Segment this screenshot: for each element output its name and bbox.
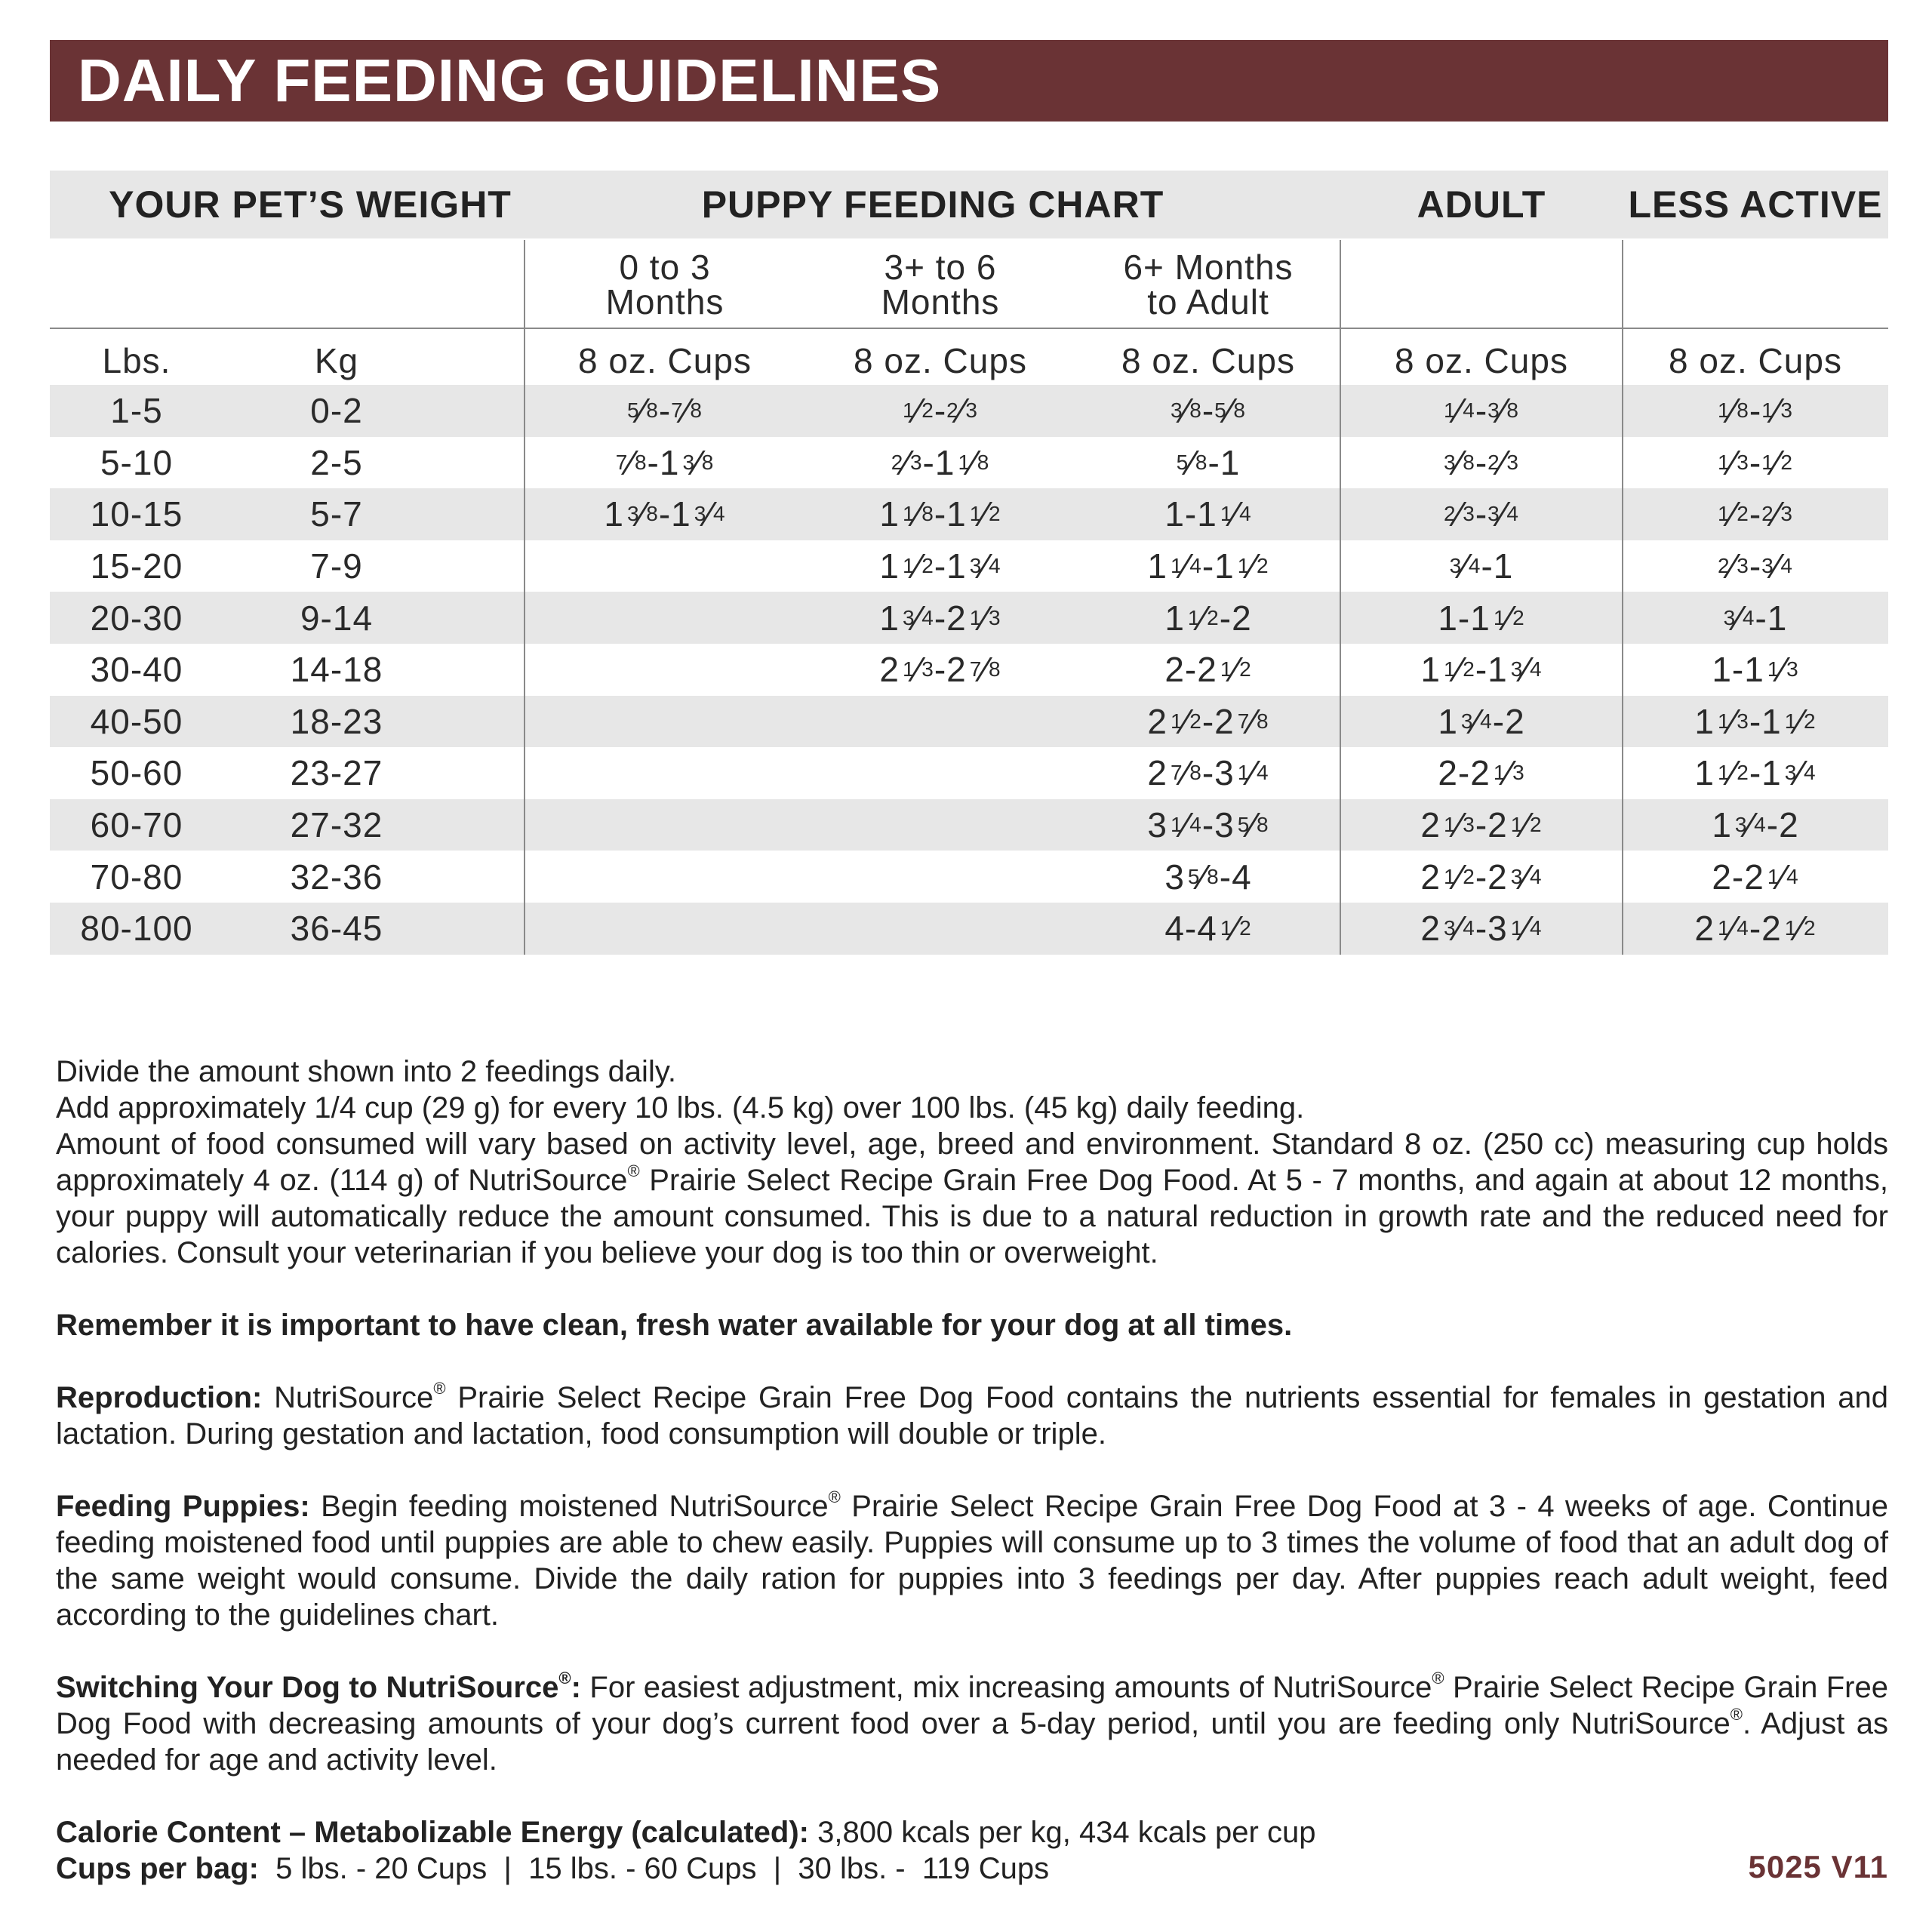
title-banner [50, 40, 1888, 122]
weight-cell: 2 - 5 [310, 442, 363, 482]
weight-cell: 32 - 36 [290, 857, 383, 897]
weight-cell: 40 - 50 [90, 701, 183, 741]
cups-cell: 7 ⁄ 8 - 1 3 ⁄ 8 [615, 442, 715, 482]
cups-cell [525, 540, 804, 592]
water-reminder: Remember it is important to have clean, fresh water available for your dog at all times. [56, 1309, 1293, 1342]
cups-cell [525, 903, 804, 955]
cups-cell: 2 - 2 1 ⁄ 2 [1164, 650, 1252, 690]
note-add: Add approximately 1/4 cup (29 g) for every 10 lbs. (4.5 kg) over 100 lbs. (45 kg) daily feeding. [56, 1091, 1305, 1124]
weight-cell: 10 - 15 [90, 494, 183, 534]
switching-colon: : [571, 1671, 581, 1704]
header-less-active: LESS ACTIVE [1628, 183, 1883, 226]
cups-cell: 5 ⁄ 8 - 1 [1176, 442, 1241, 482]
registered-mark: ® [433, 1379, 446, 1398]
switching-text-3: . Adjust as needed for age and activity level. [56, 1707, 1888, 1777]
cups-cell [525, 799, 804, 851]
cups-cell: 1 1 ⁄ 4 - 1 1 ⁄ 2 [1147, 546, 1269, 586]
cups-cell: 1 - 1 1 ⁄ 3 [1712, 650, 1799, 690]
cups-cell: 2 3 ⁄ 4 - 3 1 ⁄ 4 [1420, 909, 1543, 949]
cups-cell: 1 ⁄ 2 - 2 ⁄ 3 [902, 391, 978, 431]
cups-cell [804, 851, 1076, 903]
weight-cell: 18 - 23 [290, 701, 383, 741]
cups-cell: 4 - 4 1 ⁄ 2 [1164, 909, 1252, 949]
cups-cell: 5 ⁄ 8 - 7 ⁄ 8 [626, 391, 703, 431]
switching-label-text: Switching Your Dog to NutriSource [56, 1671, 559, 1704]
note-calorie [56, 1814, 1888, 1850]
cups-cell: 1 1 ⁄ 2 - 2 [1164, 598, 1252, 638]
cups-cell: 2 1 ⁄ 3 - 2 7 ⁄ 8 [879, 650, 1001, 690]
weight-cell: 23 - 27 [290, 753, 383, 793]
weight-cell: 5 - 7 [310, 494, 363, 534]
cups-cell: 1 3 ⁄ 8 - 1 3 ⁄ 4 [604, 494, 726, 534]
feeding-table [50, 171, 1888, 949]
puppy-stage-label: 0 to 3 Months [605, 248, 724, 321]
switching-label [56, 1671, 581, 1704]
weight-cell: 15 - 20 [90, 546, 183, 586]
switching-text-2: Prairie Select Recipe Grain Free Dog Food with decreasing amounts of your dog’s current food over a 5-day period, until you are feeding only NutriSource [56, 1671, 1888, 1740]
cups-cell: 2 - 2 1 ⁄ 3 [1438, 753, 1525, 793]
cups-cell: 3 ⁄ 8 - 2 ⁄ 3 [1443, 442, 1519, 482]
cups-cell [804, 799, 1076, 851]
weight-cell: 0 - 2 [310, 391, 363, 431]
cups-cell [804, 747, 1076, 799]
unit-label: 8 oz. Cups [578, 341, 752, 380]
weight-cell: 60 - 70 [90, 805, 183, 845]
reproduction-label: Reproduction: [56, 1381, 263, 1414]
puppies-text: Begin feeding moistened NutriSource [309, 1490, 829, 1523]
cups-cell [804, 696, 1076, 748]
weight-cell: 36 - 45 [290, 909, 383, 949]
unit-label: Lbs. [102, 341, 171, 380]
cups-cell [525, 592, 804, 644]
cups-cell: 3 ⁄ 4 - 1 [1723, 598, 1788, 638]
header-adult: ADULT [1417, 183, 1546, 226]
calorie-value: 3,800 kcals per kg, 434 kcals per cup [808, 1816, 1316, 1849]
feeding-notes [56, 1054, 1888, 1887]
note-amount [56, 1126, 1888, 1271]
product-code: 5025 V11 [1748, 1849, 1888, 1884]
unit-label: 8 oz. Cups [1395, 341, 1568, 380]
cups-cell: 1 3 ⁄ 4 - 2 [1712, 805, 1799, 845]
cups-cell: 1 1 ⁄ 2 - 1 3 ⁄ 4 [879, 546, 1001, 586]
cups-cell: 3 5 ⁄ 8 - 4 [1164, 857, 1252, 897]
note-reproduction [56, 1380, 1888, 1452]
weight-cell: 30 - 40 [90, 650, 183, 690]
note-water [56, 1307, 1888, 1343]
weight-cell: 9 - 14 [300, 598, 374, 638]
note-divide: Divide the amount shown into 2 feedings daily. [56, 1055, 676, 1088]
cups-cell: 2 ⁄ 3 - 1 1 ⁄ 8 [891, 442, 990, 482]
puppy-stage-label: 6+ Months to Adult [1123, 248, 1294, 321]
header-weight: YOUR PET’S WEIGHT [109, 183, 512, 226]
weight-cell: 1 - 5 [110, 391, 163, 431]
weight-cell: 80 - 100 [80, 909, 193, 949]
puppies-text-2: Prairie Select Recipe Grain Free Dog Food at 3 - 4 weeks of age. Continue feeding moistened food until puppies are able to chew easily. Puppies will consume up to 3 times the volume of food that an adult dog of the same weight would consume. Divide the daily ration for puppies into 3 feedings per day. After puppies reach adult weight, feed according to the guidelines chart. [56, 1490, 1888, 1632]
cups-cell [525, 747, 804, 799]
cups-cell [525, 644, 804, 696]
cups-value: 5 lbs. - 20 Cups | 15 lbs. - 60 Cups | 30 lbs. - 119 Cups [258, 1852, 1050, 1885]
registered-mark: ® [1432, 1669, 1444, 1687]
cups-cell [804, 903, 1076, 955]
registered-mark: ® [1730, 1705, 1743, 1724]
cups-cell: 1 ⁄ 3 - 1 ⁄ 2 [1717, 442, 1793, 482]
puppy-stage-label: 3+ to 6 Months [881, 248, 1000, 321]
weight-cell: 20 - 30 [90, 598, 183, 638]
cups-cell: 2 1 ⁄ 2 - 2 7 ⁄ 8 [1147, 701, 1269, 741]
page-title: DAILY FEEDING GUIDELINES [78, 47, 942, 114]
weight-cell: 14 - 18 [290, 650, 383, 690]
calorie-label: Calorie Content – Metabolizable Energy (calculated): [56, 1816, 809, 1849]
note-amount-text: Amount of food consumed will vary based on activity level, age, breed and environment. Standard 8 oz. (250 cc) measuring cup holds approximately 4 oz. (114 g) of NutriSource [56, 1128, 1888, 1197]
weight-cell: 50 - 60 [90, 753, 183, 793]
cups-cell: 3 ⁄ 4 - 1 [1449, 546, 1514, 586]
cups-label: Cups per bag: [56, 1852, 259, 1885]
cups-cell: 1 ⁄ 4 - 3 ⁄ 8 [1443, 391, 1519, 431]
cups-cell: 1 - 1 1 ⁄ 2 [1438, 598, 1525, 638]
cups-cell: 2 1 ⁄ 4 - 2 1 ⁄ 2 [1694, 909, 1817, 949]
cups-cell: 3 ⁄ 8 - 5 ⁄ 8 [1170, 391, 1246, 431]
puppies-label: Feeding Puppies: [56, 1490, 310, 1523]
cups-cell [525, 696, 804, 748]
cups-cell: 1 3 ⁄ 4 - 2 [1438, 701, 1525, 741]
cups-cell [525, 851, 804, 903]
note-cups-per-bag [56, 1850, 1888, 1887]
registered-mark: ® [828, 1487, 841, 1506]
reproduction-text-2: Prairie Select Recipe Grain Free Dog Food contains the nutrients essential for females in gestation and lactation. During gestation and lactation, food consumption will double or triple. [56, 1381, 1888, 1451]
cups-cell: 1 1 ⁄ 2 - 1 3 ⁄ 4 [1694, 753, 1817, 793]
unit-label: 8 oz. Cups [854, 341, 1027, 380]
header-puppy: PUPPY FEEDING CHART [701, 183, 1164, 226]
weight-cell: 5 - 10 [100, 442, 174, 482]
cups-cell: 2 7 ⁄ 8 - 3 1 ⁄ 4 [1147, 753, 1269, 793]
cups-cell: 1 ⁄ 2 - 2 ⁄ 3 [1717, 494, 1793, 534]
cups-cell: 1 - 1 1 ⁄ 4 [1164, 494, 1252, 534]
weight-cell: 70 - 80 [90, 857, 183, 897]
header-divider [50, 328, 1888, 329]
cups-cell: 2 ⁄ 3 - 3 ⁄ 4 [1717, 546, 1793, 586]
cups-cell: 1 3 ⁄ 4 - 2 1 ⁄ 3 [879, 598, 1001, 638]
registered-mark: ® [558, 1669, 571, 1687]
unit-label: 8 oz. Cups [1669, 341, 1842, 380]
cups-cell: 1 1 ⁄ 8 - 1 1 ⁄ 2 [879, 494, 1001, 534]
weight-cell: 27 - 32 [290, 805, 383, 845]
unit-label: Kg [314, 341, 359, 380]
cups-cell: 1 1 ⁄ 2 - 1 3 ⁄ 4 [1420, 650, 1543, 690]
unit-label: 8 oz. Cups [1121, 341, 1295, 380]
cups-cell: 2 - 2 1 ⁄ 4 [1712, 857, 1799, 897]
registered-mark: ® [627, 1161, 640, 1180]
note-puppies [56, 1488, 1888, 1633]
reproduction-text: NutriSource [262, 1381, 434, 1414]
cups-cell: 2 1 ⁄ 3 - 2 1 ⁄ 2 [1420, 805, 1543, 845]
cups-cell: 1 1 ⁄ 3 - 1 1 ⁄ 2 [1694, 701, 1817, 741]
note-amount-text-2: Prairie Select Recipe Grain Free Dog Food. At 5 - 7 months, and again at about 12 months, your puppy will automatically reduce the amount consumed. This is due to a natural reduction in growth rate and the reduced need for calories. Consult your veterinarian if you believe your dog is too thin or overweight. [56, 1164, 1889, 1269]
cups-cell: 1 ⁄ 8 - 1 ⁄ 3 [1717, 391, 1793, 431]
cups-cell: 2 ⁄ 3 - 3 ⁄ 4 [1443, 494, 1519, 534]
weight-cell: 7 - 9 [310, 546, 363, 586]
cups-cell: 3 1 ⁄ 4 - 3 5 ⁄ 8 [1147, 805, 1269, 845]
switching-text: For easiest adjustment, mix increasing amounts of NutriSource [580, 1671, 1432, 1704]
note-switching [56, 1669, 1888, 1778]
cups-cell: 2 1 ⁄ 2 - 2 3 ⁄ 4 [1420, 857, 1543, 897]
